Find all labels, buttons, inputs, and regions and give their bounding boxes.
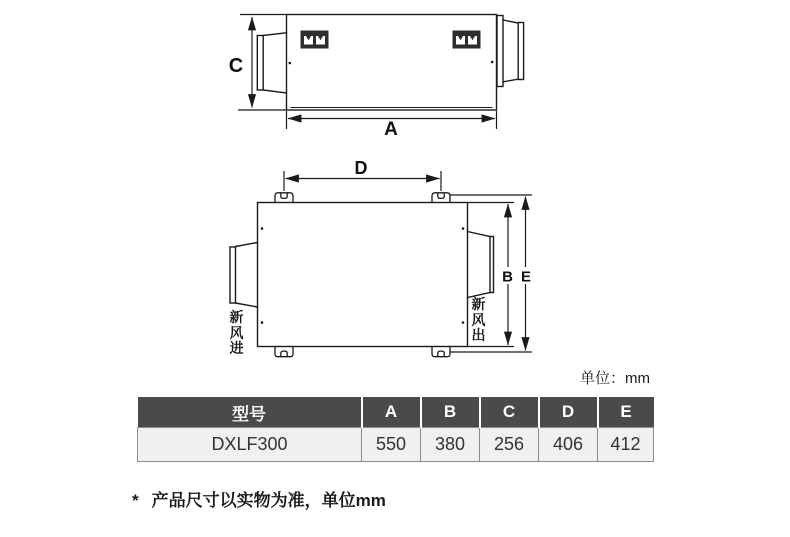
- table-header-row: [138, 397, 654, 428]
- table-row: [138, 428, 654, 462]
- cell-c: 256: [480, 428, 539, 462]
- mounting-bracket-icon: [275, 193, 293, 203]
- unit-body-side: [287, 15, 497, 111]
- outlet-duct: [468, 232, 494, 298]
- table-header-d: D: [539, 397, 598, 428]
- cell-b: 380: [421, 428, 480, 462]
- dimensions-table: [137, 397, 654, 462]
- cell-a: 550: [362, 428, 421, 462]
- screw-dot: [261, 227, 264, 230]
- terminal-block-icon: [301, 31, 328, 48]
- dim-label-c: C: [228, 55, 244, 77]
- dimension-c: [238, 15, 287, 111]
- cell-d: 406: [539, 428, 598, 462]
- screw-dot: [491, 61, 494, 64]
- screw-dot: [261, 321, 264, 324]
- left-duct-side: [257, 33, 286, 93]
- side-view-diagram: [257, 15, 523, 111]
- dim-label-e: E: [520, 268, 532, 286]
- dim-label-d: D: [354, 158, 368, 178]
- cell-model: DXLF300: [138, 428, 362, 462]
- screw-dot: [462, 321, 465, 324]
- unit-note: 单位：mm: [580, 370, 650, 387]
- mounting-bracket-icon: [275, 347, 293, 357]
- table-header-c: C: [480, 397, 539, 428]
- footnote-marker: *: [132, 491, 139, 510]
- terminal-block-icon: [453, 31, 480, 48]
- footnote: [132, 486, 386, 511]
- unit-body-top: [258, 203, 468, 347]
- mounting-bracket-icon: [432, 347, 450, 357]
- table-header-e: E: [598, 397, 654, 428]
- top-view-diagram: [230, 203, 494, 347]
- outlet-label: 新风出: [471, 296, 486, 343]
- mounting-bracket-icon: [432, 193, 450, 203]
- dim-label-a: A: [384, 119, 398, 140]
- cell-e: 412: [598, 428, 654, 462]
- inlet-duct: [230, 243, 258, 308]
- dim-label-b: B: [502, 268, 513, 286]
- table-header-a: A: [362, 397, 421, 428]
- inlet-label: 新风进: [229, 309, 244, 356]
- screw-dot: [289, 62, 292, 65]
- table-header-model: 型号: [138, 397, 362, 428]
- screw-dot: [462, 227, 465, 230]
- footnote-text: 产品尺寸以实物为准，单位mm: [151, 491, 386, 510]
- table-header-b: B: [421, 397, 480, 428]
- right-duct-side: [497, 16, 524, 87]
